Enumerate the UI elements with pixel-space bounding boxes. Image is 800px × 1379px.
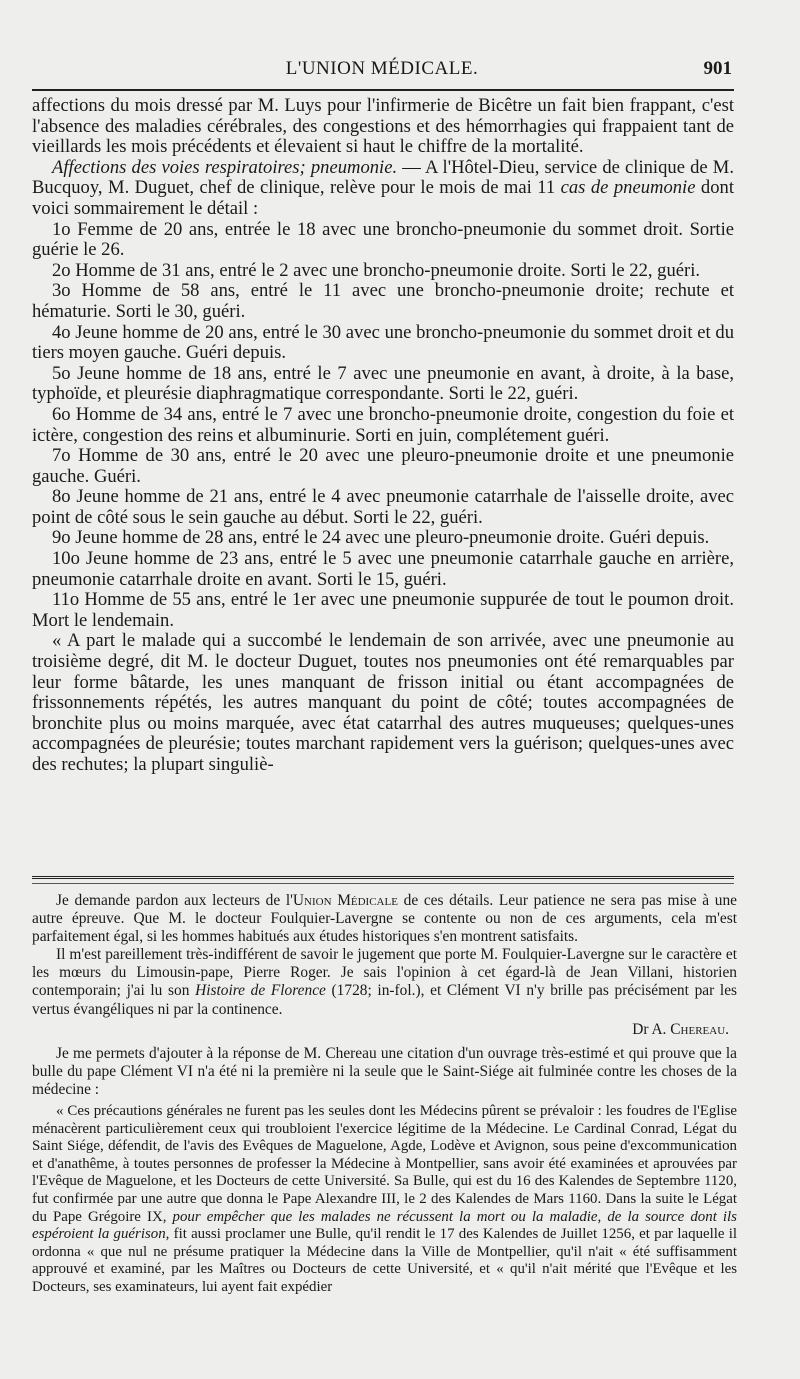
note-paragraph: Il m'est pareillement très-indifférent de savoir le jugement que porte M. Foulquier-Lavergne sur le caractère et les mœurs du Limousin-pape, Pierre Roger. Je sais l'opinion à cet égard-là de Jean Villani, historien contemporain; j'ai lu son Histoire de Florence (1728; in-fol.), et Clément VI n'y brille pas précisément par les vertus évangéliques ni par la continence. xyxy=(32,946,738,1018)
signature: Dr A. Chereau. xyxy=(632,1020,729,1038)
journal-name: Union Médicale xyxy=(292,892,398,909)
case-item: 11o Homme de 55 ans, entré le 1er avec une pneumonie suppurée de tout le poumon droit. Mort le lendemain. xyxy=(32,589,734,631)
case-item: 8o Jeune homme de 21 ans, entré le 4 avec pneumonie catarrhale de l'aisselle droite, avec point de côté sous le sein gauche au début. Sorti le 22, guéri. xyxy=(32,486,734,528)
book-title: Histoire de Florence xyxy=(195,982,326,1000)
page-number: 901 xyxy=(703,58,732,79)
historical-quote: « Ces précautions générales ne furent pas les seules dont les Médecins pûrent se prévaloir : les foudres de l'Eglise ménacèrent particulièrement ceux qui troubloient l'exercice légitime de la Médecine. Le Cardinal Conrad, Légat du Saint Siége, défendit, de l'avis des Evêques de Maguelone, Agde, Lodève et Avignon, sous peine d'excommunication et d'anathême, à toutes personnes de professer la Médecine à Montpellier, sans avoir été examinées et aprouvées par l'Evêque de Maguelone, et les Docteurs de cette Université. Sa Bulle, qui est du 16 des Kalendes de Septembre 1120, fut confirmée par une autre que donna le Pape Alexandre III, le 2 des Kalendes de Mars 1160. Dans la suite le Légat du Pape Grégoire IX, pour empêcher que les malades ne récussent la mort ou la maladie, de la source dont ils espéroient la guérison, fit aussi proclamer une Bulle, qu'il rendit le 17 des Kalendes de Juillet 1256, et par laquelle il ordonna « que nul ne présume pratiquer la Médecine dans la Ville de Montpellier, qu'il n'ait « été suffisamment approuvé et examiné, par les Maîtres ou Docteurs de cette Université, et « qu'il n'ait mérité que l'Evêque et les Docteurs, ses examinateurs, lui ayent fait expédier xyxy=(32,1103,738,1295)
header-rule xyxy=(32,89,734,91)
feuilleton-column xyxy=(32,892,737,1297)
running-title: L'UNION MÉDICALE. xyxy=(285,58,479,79)
section-heading: Affections des voies respiratoires; pneumonie. xyxy=(52,156,398,178)
case-item: 6o Homme de 34 ans, entré le 7 avec une broncho-pneumonie droite, congestion du foie et ictère, congestion des reins et albuminurie. Sorti en juin, complétement guéri. xyxy=(32,403,734,446)
case-item: 9o Jeune homme de 28 ans, entré le 24 avec une pleuro-pneumonie droite. Guéri depuis. xyxy=(52,527,710,549)
section-divider xyxy=(32,876,734,884)
case-item: 3o Homme de 58 ans, entré le 11 avec une broncho-pneumonie droite; rechute et hématurie. Sorti le 30, guéri. xyxy=(32,280,734,322)
case-item: 4o Jeune homme de 20 ans, entré le 30 avec une broncho-pneumonie du sommet droit et du tiers moyen gauche. Guéri depuis. xyxy=(32,321,734,364)
note-paragraph: Je demande pardon aux lecteurs de l'Union Médicale de ces détails. Leur patience ne sera pas mise à une autre épreuve. Que M. le docteur Foulquier-Lavergne se contente ou non de ces arguments, cela m'est parfaitement égal, si les hommes habitués aux études historiques s'en montrent satisfaits. xyxy=(32,892,737,946)
case-item: 5o Jeune homme de 18 ans, entré le 7 avec une pneumonie en avant, à droite, à la base, typhoïde, et pleurésie diaphragmatique correspondante. Sorti le 22, guéri. xyxy=(32,362,734,405)
paragraph-respiratory: Affections des voies respiratoires; pneumonie. — A l'Hôtel-Dieu, service de clinique de M. Bucquoy, M. Duguet, chef de clinique, relève pour le mois de mai 11 cas de pneumonie dont voici sommairement le détail : xyxy=(32,156,734,219)
case-item: 2o Homme de 31 ans, entré le 2 avec une broncho-pneumonie droite. Sorti le 22, guéri. xyxy=(52,259,701,281)
page-header xyxy=(32,56,732,84)
main-column xyxy=(32,96,734,776)
note-paragraph: Je me permets d'ajouter à la réponse de M. Chereau une citation d'un ouvrage très-estimé et qui prouve que la bulle du pape Clément VI n'a été ni la première ni la seule que le Saint-Siége ait fulminée contre les choses de la médecine : xyxy=(32,1044,737,1098)
case-item: 1o Femme de 20 ans, entrée le 18 avec une broncho-pneumonie du sommet droit. Sortie guérie le 26. xyxy=(32,218,734,261)
case-item: 10o Jeune homme de 23 ans, entré le 5 avec une pneumonie catarrhale gauche en arrière, pneumonie catarrhale droite en avant. Sorti le 15, guéri. xyxy=(32,548,734,590)
paragraph-duguet-quote: « A part le malade qui a succombé le lendemain de son arrivée, avec une pneumonie au troisième degré, dit M. le docteur Duguet, toutes nos pneumonies ont été remarquables par leur forme bâtarde, les unes manquant de frisson initial ou étant accompagnées de frissonnements répétés, les autres manquant du point de côté; toutes accompagnées de bronchite plus ou moins marquée, avec état catarrhal des autres muqueuses; quelques-unes accompagnées de pleurésie; toutes marchant rapidement vers la guérison; quelques-unes avec des rechutes; la plupart singuliè- xyxy=(32,630,734,775)
paragraph-bicetre: affections du mois dressé par M. Luys pour l'infirmerie de Bicêtre un fait bien frappant, c'est l'absence des maladies cérébrales, des congestions et des hémorrhagies qui frappaient tant de vieillards les mois précédents et élevaient si haut le chiffre de la mortalité. xyxy=(32,95,734,158)
case-item: 7o Homme de 30 ans, entré le 20 avec une pleuro-pneumonie droite et une pneumonie gauche. Guéri. xyxy=(32,445,734,487)
